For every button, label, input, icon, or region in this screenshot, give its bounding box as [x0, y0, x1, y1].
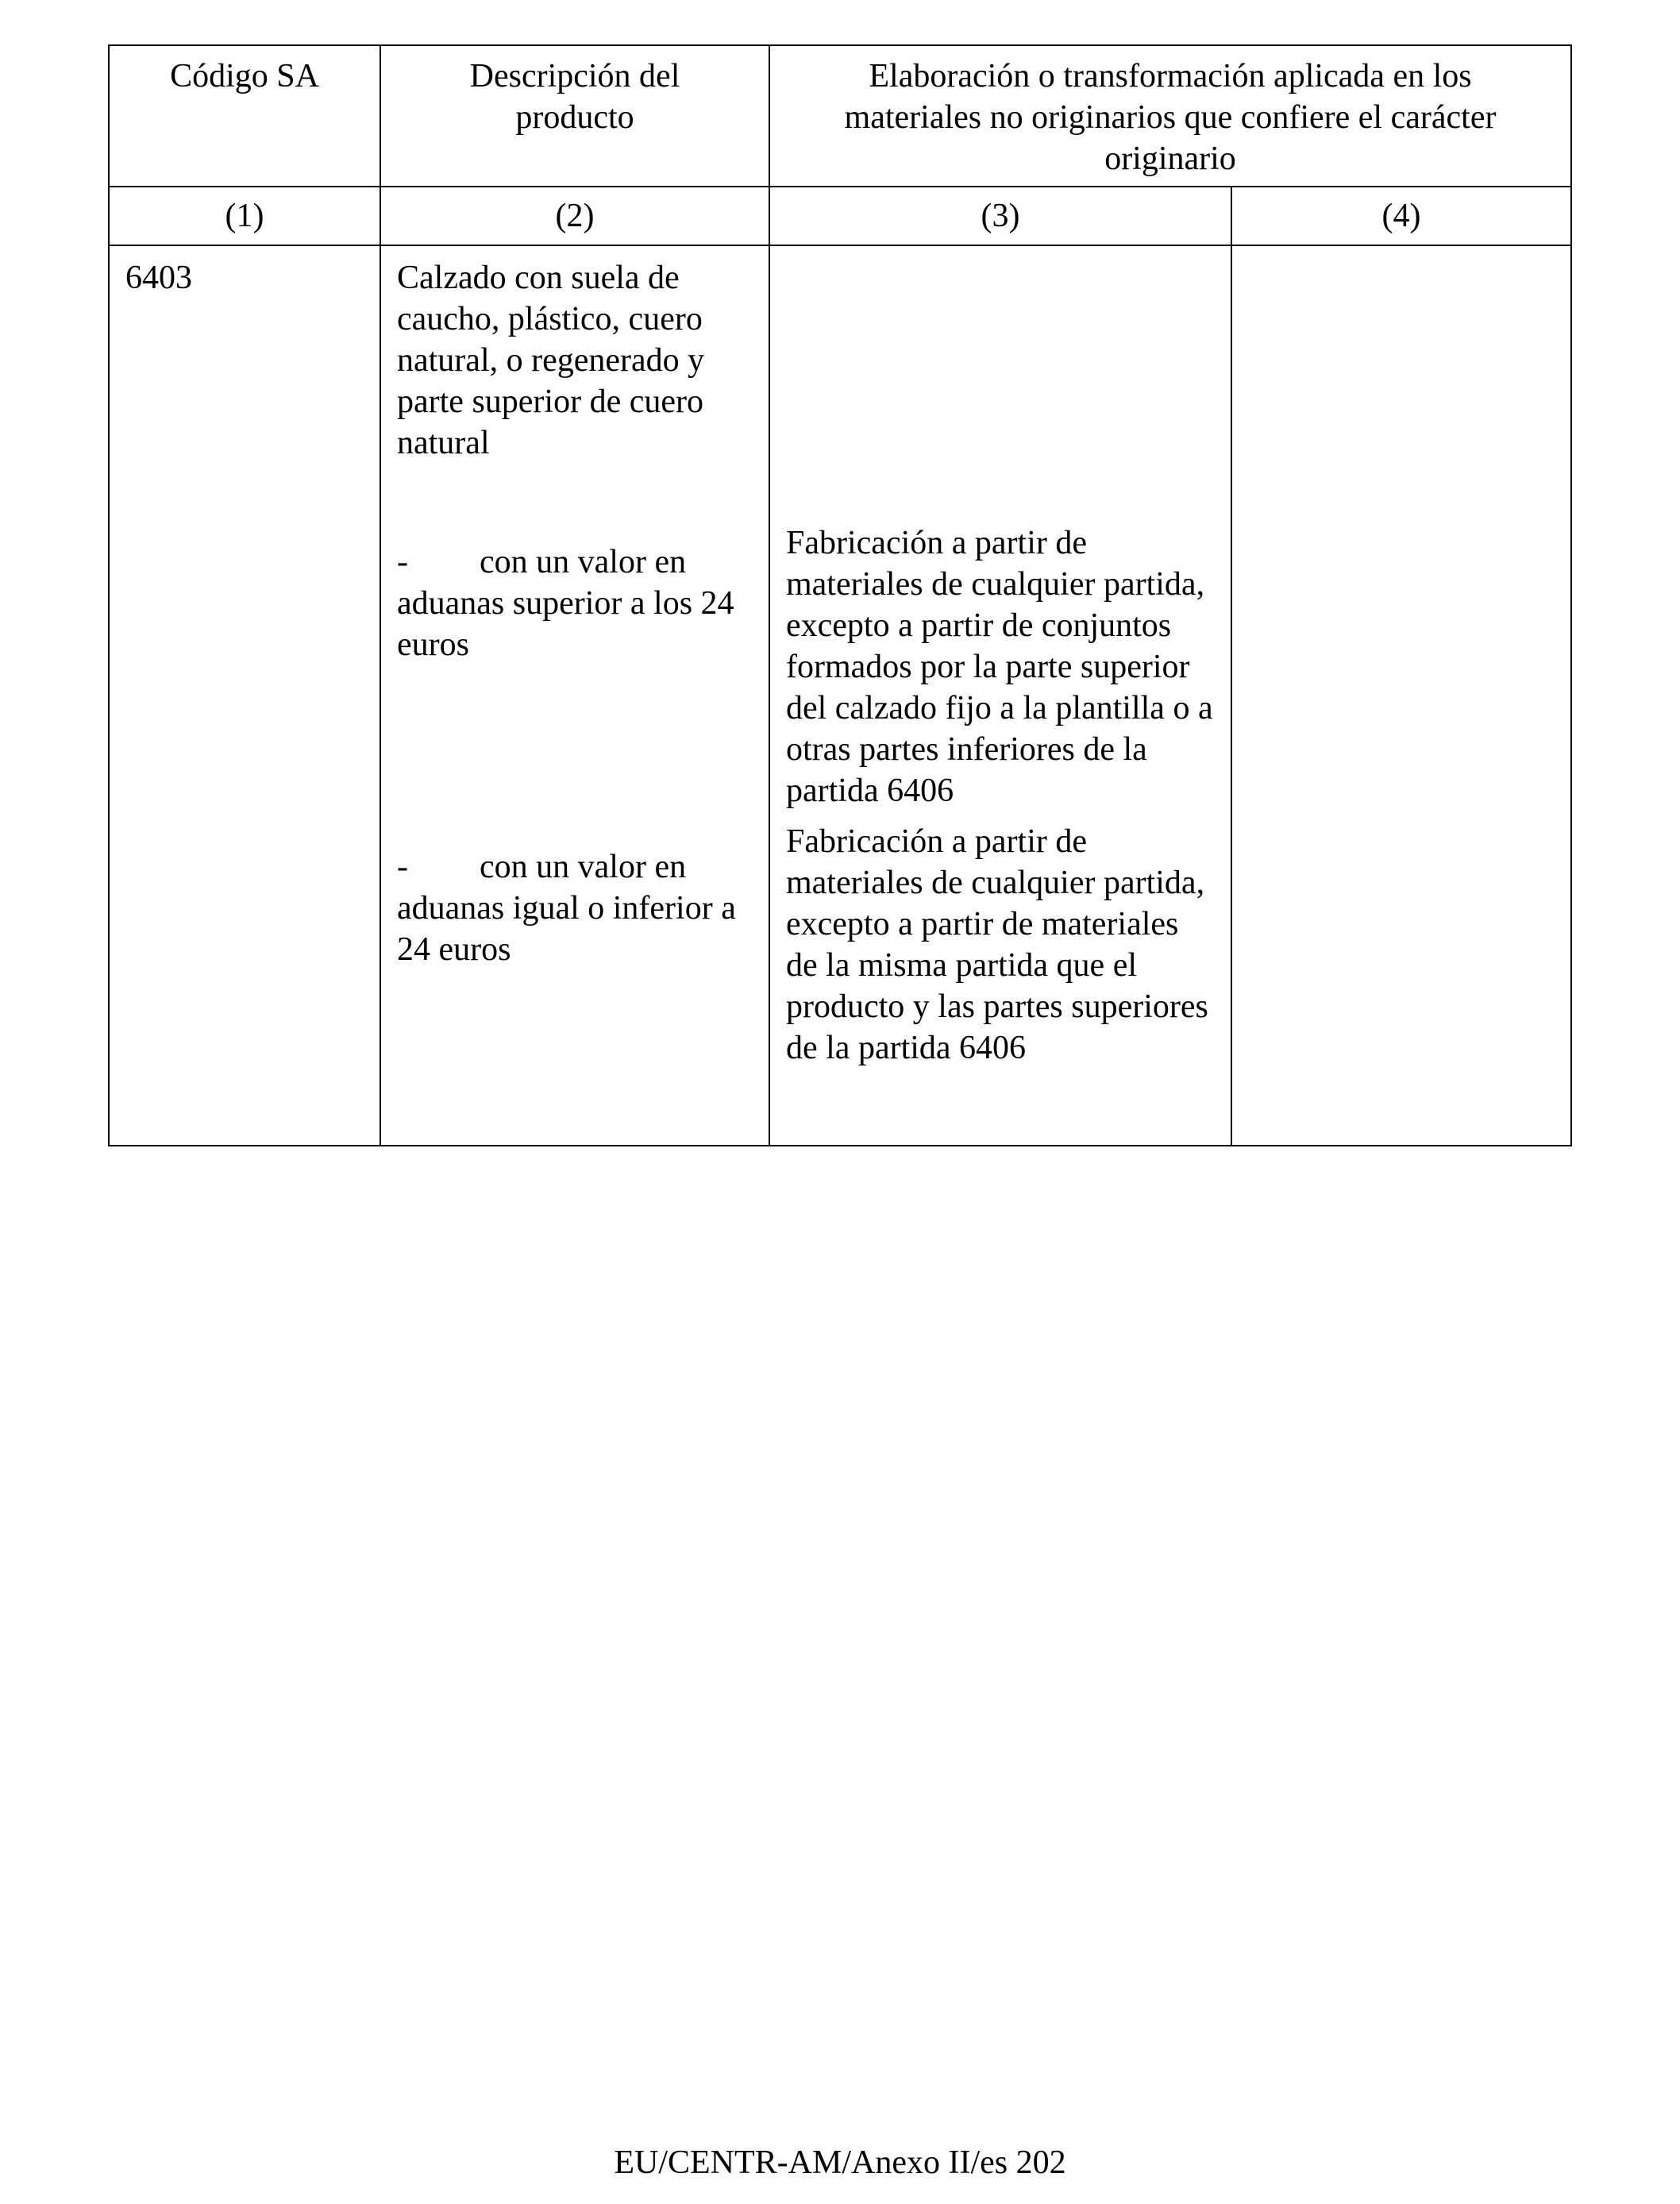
header-row	[109, 45, 1571, 187]
hs-code-cell	[109, 245, 380, 1146]
sub-item-text-1: con un valor en aduanas superior a los 24 euros	[397, 544, 734, 663]
sub-item-dash-2: -	[397, 849, 408, 885]
processing-rule-1: Fabricación a partir de materiales de cualquier partida, excepto a partir de conjuntos formados por la parte superior del calzado fijo a la plantilla o a otras partes inferiores de la partida 6406	[786, 525, 1213, 809]
header-description	[380, 45, 769, 187]
sub-item-description-2	[397, 846, 753, 970]
sub-item-dash-1: -	[397, 544, 408, 580]
table-row	[109, 245, 1571, 1146]
header-hs-code	[109, 45, 380, 187]
sub-item-description-1	[397, 541, 753, 665]
page-footer-reference: EU/CENTR-AM/Anexo II/es 202	[614, 2144, 1066, 2181]
column-number-1: (1)	[109, 187, 380, 245]
column-number-4: (4)	[1231, 187, 1571, 245]
sub-item-text-2: con un valor en aduanas igual o inferior a 24 euros	[397, 849, 736, 968]
column-number-2: (2)	[380, 187, 769, 245]
processing-rule-cell	[769, 245, 1231, 1146]
header-description-label: Descripción del producto	[469, 58, 680, 136]
header-processing-label: Elaboración o transformación aplicada en los materiales no originarios que confiere el carácter originario	[844, 58, 1497, 177]
header-hs-code-label: Código SA	[170, 58, 319, 94]
processing-rule-2: Fabricación a partir de materiales de cualquier partida, excepto a partir de materiales de la misma partida que el producto y las partes superiores de la partida 6406	[786, 823, 1208, 1066]
column-number-row	[109, 187, 1571, 245]
column-4-cell	[1231, 245, 1571, 1146]
product-description: Calzado con suela de caucho, plástico, cuero natural, o regenerado y parte superior de cuero natural	[397, 260, 705, 461]
origin-rules-table	[108, 44, 1572, 1146]
description-cell	[380, 245, 769, 1146]
column-number-3: (3)	[769, 187, 1231, 245]
header-processing	[769, 45, 1571, 187]
hs-code: 6403	[125, 260, 192, 296]
